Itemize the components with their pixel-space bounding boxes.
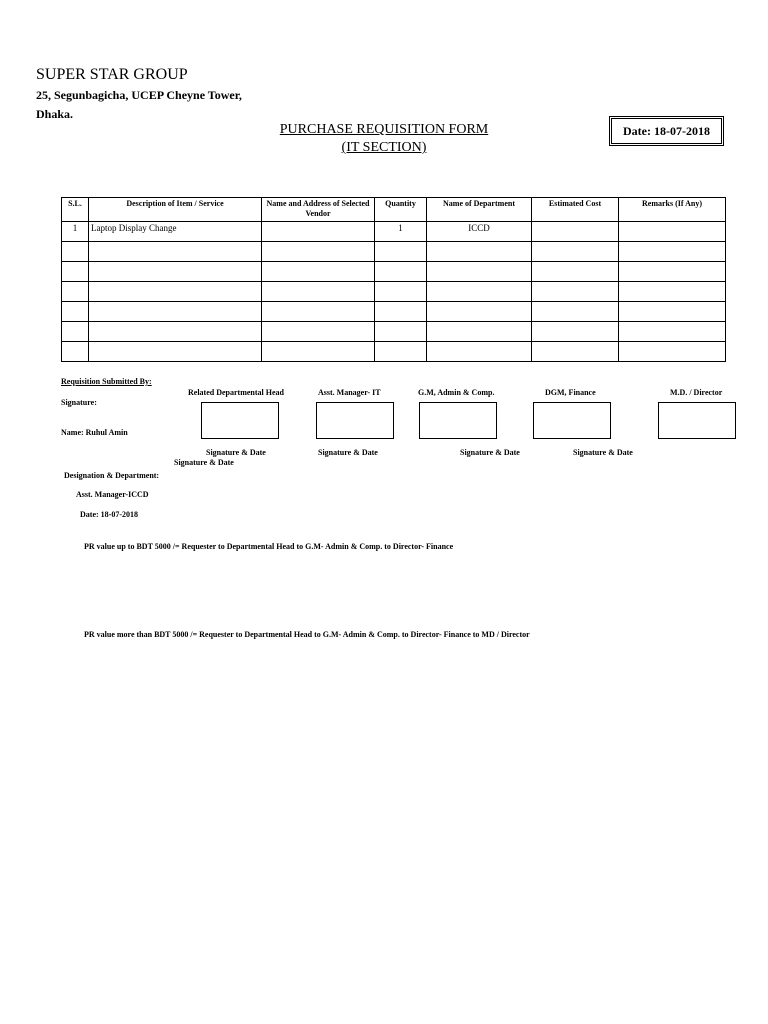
sig-date-gm-admin: Signature & Date: [460, 448, 520, 457]
cell: [375, 342, 427, 362]
cell: [619, 222, 726, 242]
requester-name: Name: Ruhul Amin: [61, 428, 128, 437]
sig-date-related-head: Signature & Date: [206, 448, 266, 457]
cell: [532, 302, 619, 322]
cell: [89, 302, 262, 322]
cell: [619, 262, 726, 282]
cell: [262, 322, 375, 342]
cell: [427, 302, 532, 322]
cell: [619, 342, 726, 362]
requester-signature-date: Signature & Date: [174, 458, 234, 467]
date-box: Date: 18-07-2018: [609, 116, 724, 146]
signature-label: Signature:: [61, 398, 97, 407]
signature-box-md-director: [658, 402, 736, 439]
table-row: [62, 282, 726, 302]
cell: 1: [62, 222, 89, 242]
cell: [262, 282, 375, 302]
cell: [427, 262, 532, 282]
sig-date-dgm-finance: Signature & Date: [573, 448, 633, 457]
cell: [62, 322, 89, 342]
address-line-2: Dhaka.: [36, 107, 74, 121]
col-department: Name of Department: [427, 198, 532, 222]
col-vendor: Name and Address of Selected Vendor: [262, 198, 375, 222]
cell: [262, 222, 375, 242]
cell: [62, 302, 89, 322]
cell: [619, 282, 726, 302]
cell: [619, 302, 726, 322]
cell: [62, 242, 89, 262]
md-director-label: M.D. / Director: [670, 388, 723, 397]
cell: [262, 242, 375, 262]
cell: [89, 262, 262, 282]
dgm-finance-label: DGM, Finance: [545, 388, 596, 397]
table-row: [62, 302, 726, 322]
cell: [427, 342, 532, 362]
company-name: SUPER STAR GROUP: [36, 66, 188, 83]
form-title: PURCHASE REQUISITION FORM: [279, 122, 489, 137]
cell: [532, 282, 619, 302]
cell: [532, 262, 619, 282]
table-row: [62, 322, 726, 342]
asst-manager-it-label: Asst. Manager- IT: [318, 388, 381, 397]
cell: [262, 302, 375, 322]
cell: [619, 242, 726, 262]
cell: [62, 282, 89, 302]
cell: [89, 342, 262, 362]
table-row: [62, 222, 726, 242]
cell: [89, 322, 262, 342]
sig-date-asst-manager-it: Signature & Date: [318, 448, 378, 457]
table-row: [62, 262, 726, 282]
cell: Laptop Display Change: [89, 222, 262, 242]
cell: [375, 282, 427, 302]
col-quantity: Quantity: [375, 198, 427, 222]
cell: [532, 222, 619, 242]
col-sl: S.L.: [62, 198, 89, 222]
cell: [89, 282, 262, 302]
cell: [427, 242, 532, 262]
cell: [619, 322, 726, 342]
cell: [532, 322, 619, 342]
requester-date: Date: 18-07-2018: [80, 510, 138, 519]
cell: [427, 322, 532, 342]
table-header-row: [62, 198, 726, 222]
cell: [62, 342, 89, 362]
signature-box-gm-admin: [419, 402, 497, 439]
cell: [62, 262, 89, 282]
cell: [375, 242, 427, 262]
col-estimated-cost: Estimated Cost: [532, 198, 619, 222]
cell: ICCD: [427, 222, 532, 242]
cell: [262, 342, 375, 362]
signature-box-related-head: [201, 402, 279, 439]
cell: [375, 322, 427, 342]
cell: [262, 262, 375, 282]
submitted-heading: Requisition Submitted By:: [61, 377, 152, 386]
designation-value: Asst. Manager-ICCD: [76, 490, 149, 499]
form-subtitle: (IT SECTION): [341, 140, 427, 155]
cell: [532, 342, 619, 362]
table-row: [62, 242, 726, 262]
cell: [375, 262, 427, 282]
items-table: [61, 197, 726, 362]
col-description: Description of Item / Service: [89, 198, 262, 222]
designation-label: Designation & Department:: [64, 471, 160, 480]
related-head-label: Related Departmental Head: [188, 388, 284, 397]
cell: [89, 242, 262, 262]
col-remarks: Remarks (If Any): [619, 198, 726, 222]
gm-admin-label: G.M, Admin & Comp.: [418, 388, 495, 397]
address-line-1: 25, Segunbagicha, UCEP Cheyne Tower,: [36, 88, 242, 102]
cell: [532, 242, 619, 262]
note-line-2: PR value more than BDT 5000 /= Requester to Departmental Head to G.M- Admin & Comp. to Director- Finance to MD / Director: [84, 630, 530, 639]
cell: [375, 302, 427, 322]
note-line-1: PR value up to BDT 5000 /= Requester to Departmental Head to G.M- Admin & Comp. to Director- Finance: [84, 542, 454, 551]
table-row: [62, 342, 726, 362]
cell: 1: [375, 222, 427, 242]
signature-box-dgm-finance: [533, 402, 611, 439]
cell: [427, 282, 532, 302]
signature-box-asst-manager-it: [316, 402, 394, 439]
